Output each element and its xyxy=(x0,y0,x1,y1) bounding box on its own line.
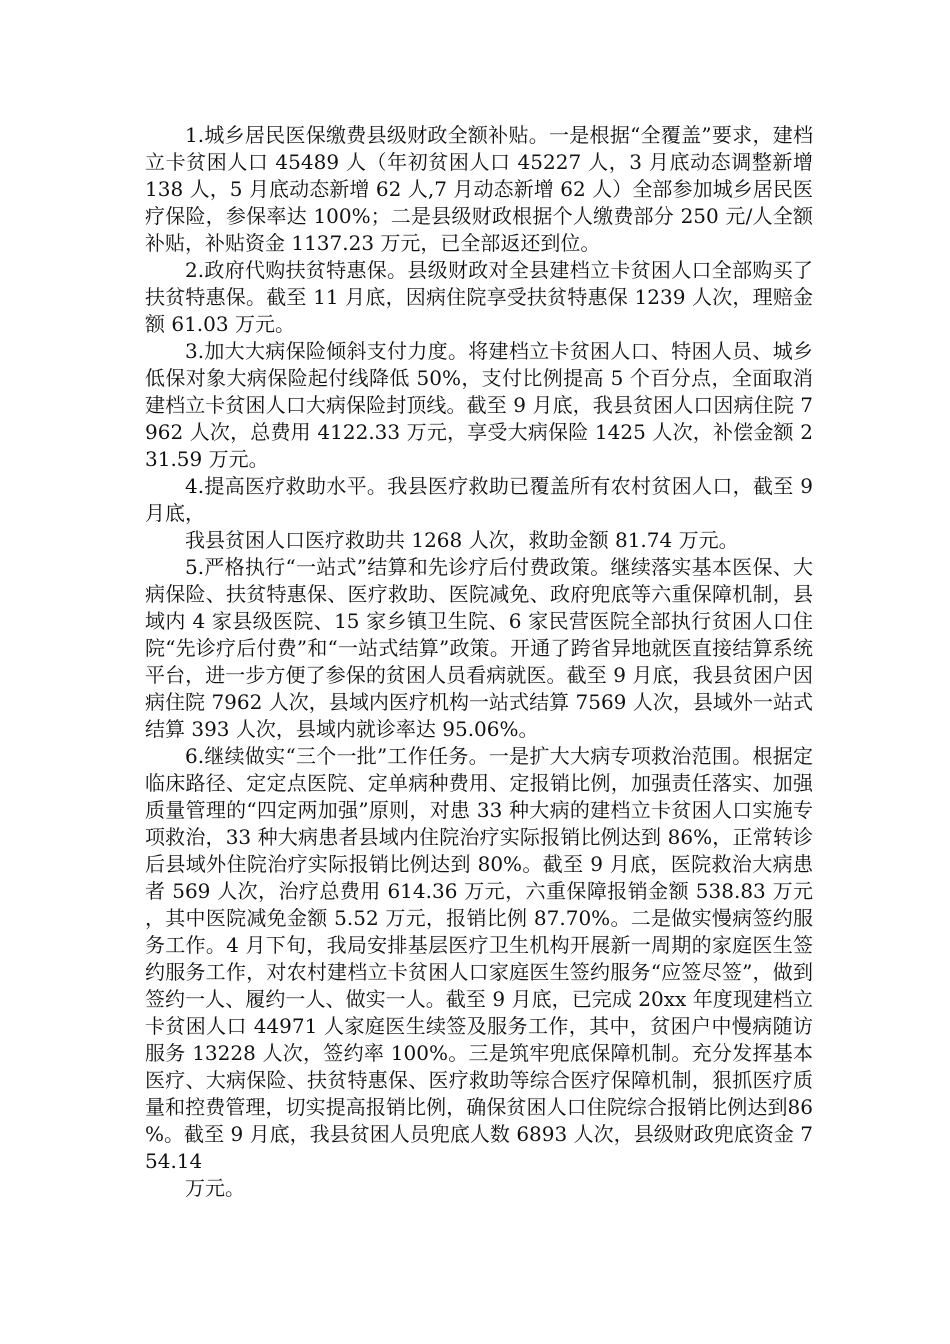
paragraph-2-poverty-insurance: 2.政府代购扶贫特惠保。县级财政对全县建档立卡贫困人口全部购买了扶贫特惠保。截至 11 月底，因病住院享受扶贫特惠保 1239 人次，理赔金额 61.03 万元。 xyxy=(145,258,813,336)
document-body xyxy=(145,122,813,1202)
paragraph-4-continued: 我县贫困人口医疗救助共 1268 人次，救助金额 81.74 万元。 xyxy=(185,528,739,552)
paragraph-6-three-batches: 6.继续做实“三个一批”工作任务。一是扩大大病专项救治范围。根据定临床路径、定定点医院、定单病种费用、定报销比例，加强责任落实、加强质量管理的“四定两加强”原则，对患 33 种大病的建档立卡贫困人口实施专项救治，33 种大病患者县域内住院治疗实际报销比例达到 86%，正常转诊后县域外住院治疗实际报销比例达到 80%。截至 9 月底，医院救治大病患者 569 人次，治疗总费用 614.36 万元，六重保障报销金额 538.83 万元，其中医院减免金额 5.52 万元，报销比例 87.70%。二是做实慢病签约服务工作。4 月下旬，我局安排基层医疗卫生机构开展新一周期的家庭医生签约服务工作，对农村建档立卡贫困人口家庭医生签约服务“应签尽签”，做到签约一人、履约一人、做实一人。截至 9 月底，已完成 20xx 年度现建档立卡贫困人口 44971 人家庭医生续签及服务工作，其中，贫困户中慢病随访服务 13228 人次，签约率 100%。三是筑牢兜底保障机制。充分发挥基本医疗、大病保险、扶贫特惠保、医疗救助等综合医疗保障机制，狠抓医疗质量和控费管理，切实提高报销比例，确保贫困人口住院综合报销比例达到86%。截至 9 月底，我县贫困人员兜底人数 6893 人次，县级财政兜底资金 754.14 xyxy=(145,744,813,1173)
paragraph-5-one-stop-settlement: 5.严格执行“一站式”结算和先诊疗后付费政策。继续落实基本医保、大病保险、扶贫特惠保、医疗救助、医院减免、政府兜底等六重保障机制，县域内 4 家县级医院、15 家乡镇卫生院、6 家民营医院全部执行贫困人口住院“先诊疗后付费”和“一站式结算”政策。开通了跨省异地就医直接结算系统平台，进一步方便了参保的贫困人员看病就医。截至 9 月底，我县贫困户因病住院 7962 人次，县域内医疗机构一站式结算 7569 人次，县域外一站式结算 393 人次，县域内就诊率达 95.06%。 xyxy=(145,555,813,741)
paragraph-6-tail: 万元。 xyxy=(185,1176,245,1200)
paragraph-3-major-illness-insurance: 3.加大大病保险倾斜支付力度。将建档立卡贫困人口、特困人员、城乡低保对象大病保险起付线降低 50%，支付比例提高 5 个百分点，全面取消建档立卡贫困人口大病保险封顶线。截至 9 月底，我县贫困人口因病住院 7962 人次，总费用 4122.33 万元，享受大病保险 1425 人次，补偿金额 231.59 万元。 xyxy=(145,339,813,471)
paragraph-4-medical-assistance: 4.提高医疗救助水平。我县医疗救助已覆盖所有农村贫困人口，截至 9 月底， xyxy=(145,474,813,525)
paragraph-1-medical-insurance-subsidy: 1.城乡居民医保缴费县级财政全额补贴。一是根据“全覆盖”要求，建档立卡贫困人口 45489 人（年初贫困人口 45227 人，3 月底动态调整新增 138 人，5 月底动态新增 62 人,7 月动态新增 62 人）全部参加城乡居民医疗保险，参保率达 100%；二是县级财政根据个人缴费部分 250 元/人全额补贴，补贴资金 1137.23 万元，已全部返还到位。 xyxy=(145,123,813,255)
